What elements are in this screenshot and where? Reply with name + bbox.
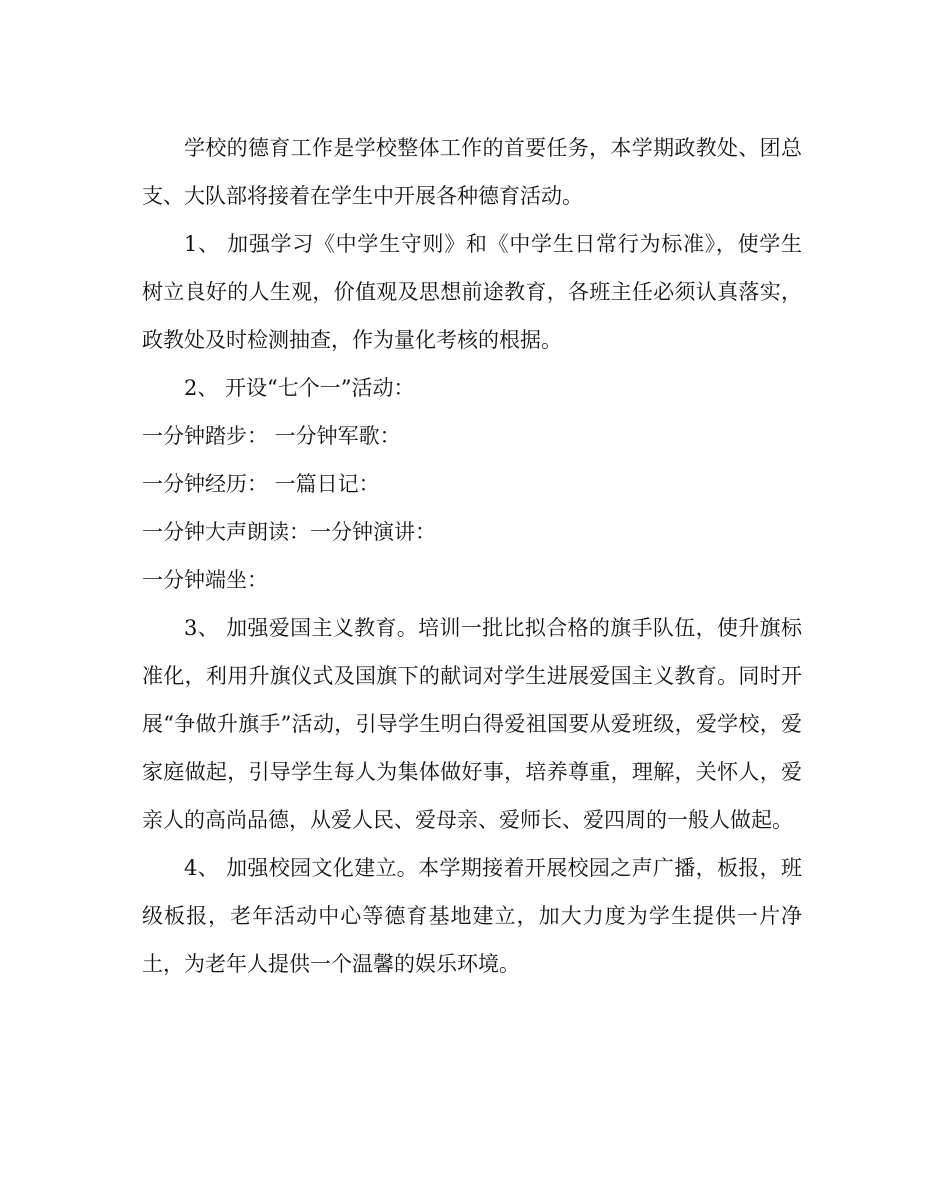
activity-line-3: 一分钟大声朗读：一分钟演讲： <box>142 520 436 544</box>
item-1-paragraph: 1、 加强学习《中学生守则》和《中学生日常行为标准》，使学生树立良好的人生观，价值观及思想前途教育，各班主任必须认真落实，政教处及时检测抽查，作为量化考核的根据。 <box>142 232 802 352</box>
item-2-paragraph: 2、 开设“七个一”活动： <box>184 376 415 400</box>
item-3-paragraph: 3、 加强爱国主义教育。培训一批比拟合格的旗手队伍，使升旗标准化，利用升旗仪式及国旗下的献词对学生进展爱国主义教育。同时开展“争做升旗手”活动，引导学生明白得爱祖国要从爱班级，爱学校，爱家庭做起，引导学生每人为集体做好事，培养尊重，理解，关怀人，爱亲人的高尚品德，从爱人民、爱母亲、爱师长、爱四周的一般人做起。 <box>142 616 802 832</box>
document-body <box>142 124 802 988</box>
item-4-paragraph: 4、 加强校园文化建立。本学期接着开展校园之声广播，板报，班级板报，老年活动中心等德育基地建立，加大力度为学生提供一片净土，为老年人提供一个温馨的娱乐环境。 <box>142 856 802 976</box>
activity-line-1: 一分钟踏步： 一分钟军歌： <box>142 424 401 448</box>
activity-line-4: 一分钟端坐： <box>142 568 268 592</box>
intro-paragraph: 学校的德育工作是学校整体工作的首要任务，本学期政教处、团总支、大队部将接着在学生中开展各种德育活动。 <box>142 136 802 208</box>
activity-line-2: 一分钟经历： 一篇日记： <box>142 472 380 496</box>
